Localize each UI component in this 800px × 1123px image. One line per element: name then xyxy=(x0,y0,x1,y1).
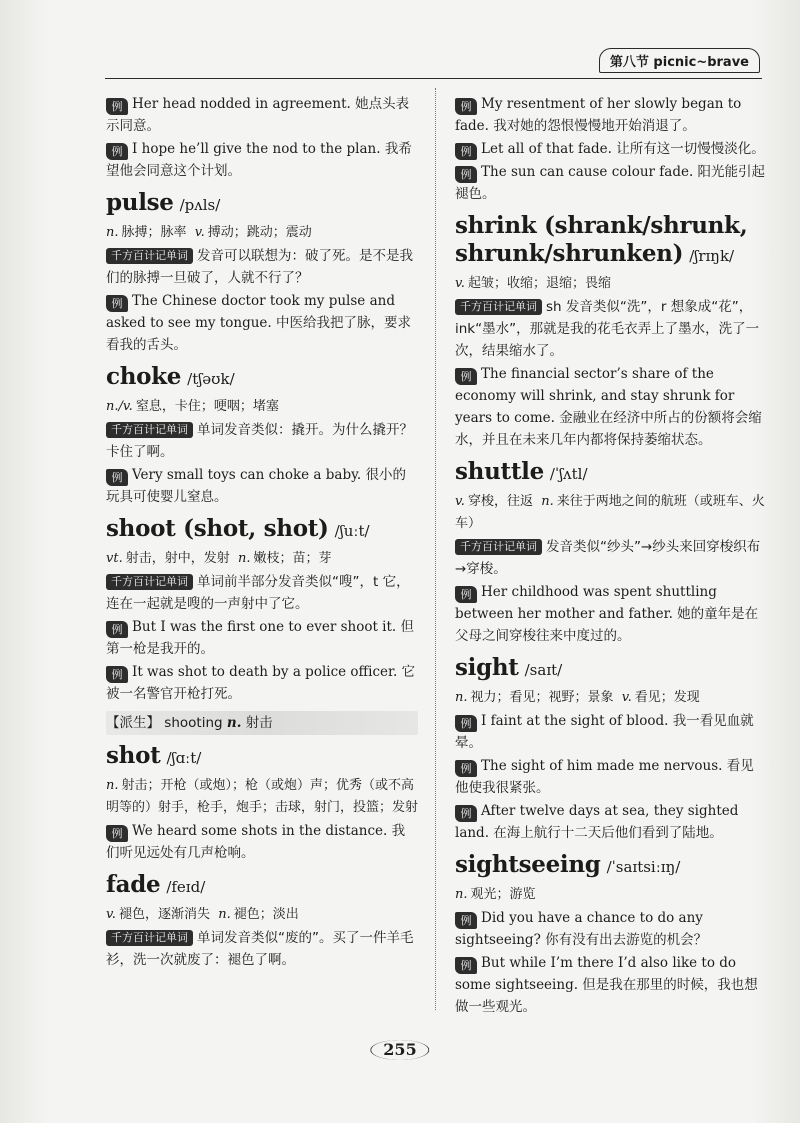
definitions xyxy=(106,222,418,244)
entry-shoot xyxy=(106,516,418,735)
entry-sight xyxy=(455,655,767,844)
mnemonic-text: sh 发音类似“洗”，r 想象成“花”，ink“墨水”，那就是我的花毛衣弄上了墨水，洗了一次，结果缩水了。 xyxy=(455,299,760,359)
entry-shuttle xyxy=(455,459,767,647)
entry-title xyxy=(455,213,767,269)
example-text: The sight of him made me nervous. 看见他使我很紧张。 xyxy=(455,758,754,796)
pronunciation: /ˈsaɪtsiːɪŋ/ xyxy=(606,858,681,876)
part-of-speech: n. xyxy=(455,690,468,705)
mnemonic-tag: 千方百计记单词 xyxy=(455,539,542,555)
entry-title xyxy=(106,516,418,544)
definitions xyxy=(455,491,767,535)
example-icon: 例 xyxy=(455,98,477,115)
part-of-speech: n. xyxy=(455,887,468,902)
definition: 搏动；跳动；震动 xyxy=(207,225,312,240)
definitions xyxy=(455,884,767,906)
pronunciation: /ˈʃʌtl/ xyxy=(549,465,588,483)
section-header: 第八节 picnic~brave xyxy=(599,48,760,73)
left-column xyxy=(106,92,418,972)
headword: sightseeing xyxy=(455,851,601,878)
mnemonic xyxy=(106,571,418,615)
example-text: I faint at the sight of blood. 我一看见血就晕。 xyxy=(455,713,754,751)
mnemonic-text: 单词发音类似：撬开。为什么撬开？卡住了啊。 xyxy=(106,422,413,460)
example-sentence xyxy=(455,907,767,951)
example-icon: 例 xyxy=(455,912,477,929)
mnemonic xyxy=(106,927,418,971)
example-text: The Chinese doctor took my pulse and asked to see my tongue. 中医给我把了脉，要求看我的舌头。 xyxy=(106,293,411,353)
definition: 脉搏；脉率 xyxy=(121,225,187,240)
part-of-speech: n. xyxy=(541,494,554,509)
example-text: But while I’m there I’d also like to do some sightseeing. 但是我在那里的时候，我也想做一些观光。 xyxy=(455,955,758,1015)
part-of-speech: vt. xyxy=(106,551,123,566)
entry-shot xyxy=(106,743,418,864)
example-icon: 例 xyxy=(455,586,477,603)
definition: 来往于两地之间的航班（或班车、火车） xyxy=(455,494,765,531)
mnemonic-tag: 千方百计记单词 xyxy=(106,248,193,264)
example-icon: 例 xyxy=(106,621,128,638)
example-sentence xyxy=(106,290,418,356)
example-sentence xyxy=(455,581,767,647)
mnemonic xyxy=(106,245,418,289)
mnemonic-tag: 千方百计记单词 xyxy=(455,299,542,315)
entry-pulse xyxy=(106,190,418,356)
example-text: I hope he’ll give the nod to the plan. 我希望他会同意这个计划。 xyxy=(106,141,412,179)
example-text: Very small toys can choke a baby. 很小的玩具可使婴儿窒息。 xyxy=(106,467,407,505)
part-of-speech: v. xyxy=(455,276,465,291)
mnemonic xyxy=(106,419,418,463)
example-sentence xyxy=(455,363,767,451)
definitions xyxy=(106,548,418,570)
entry-title xyxy=(106,190,418,218)
part-of-speech: n. xyxy=(237,551,251,566)
part-of-speech: v. xyxy=(621,690,632,705)
example-text: After twelve days at sea, they sighted land. 在海上航行十二天后他们看到了陆地。 xyxy=(455,803,739,841)
right-column xyxy=(455,92,767,1019)
pronunciation: /pʌls/ xyxy=(179,196,221,214)
example-text: Her childhood was spent shuttling between her mother and father. 她的童年是在父母之间穿梭往来中度过的。 xyxy=(455,584,759,644)
mnemonic-tag: 千方百计记单词 xyxy=(106,574,193,590)
part-of-speech: v. xyxy=(106,907,116,922)
definitions xyxy=(106,904,418,926)
example-sentence xyxy=(455,755,767,799)
headword: shrink (shrank/shrunk, shrunk/shrunken) xyxy=(455,212,748,267)
example-text: My resentment of her slowly began to fade. 我对她的怨恨慢慢地开始消退了。 xyxy=(455,96,742,134)
derived-label: 【派生】 xyxy=(106,715,160,731)
example-text: Let all of that fade. 让所有这一切慢慢淡化。 xyxy=(481,141,765,157)
example-text: The sun can cause colour fade. 阳光能引起褪色。 xyxy=(455,164,766,202)
definition: 射击；开枪（或炮）；枪（或炮）声；优秀（或不高明等的）射手，枪手，炮手；击球，射门，投篮；发射 xyxy=(106,778,419,815)
example-sentence xyxy=(455,952,767,1018)
part-of-speech: n. xyxy=(106,778,119,793)
example-icon: 例 xyxy=(106,666,128,683)
headword: fade xyxy=(106,871,161,898)
pronunciation: /ʃrɪŋk/ xyxy=(689,247,735,265)
entry-title xyxy=(106,872,418,900)
example-icon: 例 xyxy=(455,715,477,732)
entry-title xyxy=(455,852,767,880)
example-sentence xyxy=(455,138,767,160)
part-of-speech: n. xyxy=(218,907,231,922)
pronunciation: /ʃɑːt/ xyxy=(166,749,202,767)
pronunciation: /feɪd/ xyxy=(166,878,206,896)
mnemonic-text: 单词发音类似“废的”。买了一件羊毛衫，洗一次就废了：褪色了啊。 xyxy=(106,930,414,968)
example-text: The financial sector’s share of the economy will shrink, and stay shrunk for years to come. 金融业在经济中所占的份额将会缩水，并且在未来几年内都将保持萎缩状态。 xyxy=(455,366,762,448)
definition: 褪色，逐渐消失 xyxy=(118,907,210,922)
example-icon: 例 xyxy=(106,143,128,160)
column-divider xyxy=(435,88,436,1010)
entry-shrink xyxy=(455,213,767,451)
entry-sightseeing xyxy=(455,852,767,1018)
example-icon: 例 xyxy=(455,760,477,777)
entry-fade xyxy=(106,872,418,971)
entry-title xyxy=(455,655,767,683)
pronunciation: /saɪt/ xyxy=(524,661,563,679)
example-sentence xyxy=(106,138,418,182)
mnemonic xyxy=(455,296,767,362)
definition: 起皱；收缩；退缩；畏缩 xyxy=(467,276,611,291)
derived-headword: shooting xyxy=(164,715,223,731)
part-of-speech: v. xyxy=(194,225,205,240)
entry-title xyxy=(106,364,418,392)
entry-choke xyxy=(106,364,418,508)
example-sentence xyxy=(455,710,767,754)
headword: choke xyxy=(106,363,182,390)
example-text: Her head nodded in agreement. 她点头表示同意。 xyxy=(106,96,410,134)
example-sentence xyxy=(455,161,767,205)
example-icon: 例 xyxy=(106,295,128,312)
part-of-speech: n./v. xyxy=(106,399,133,414)
example-icon: 例 xyxy=(455,143,477,160)
definition: 穿梭，往返 xyxy=(467,494,533,509)
mnemonic-text: 发音类似“纱头”→纱头来回穿梭织布→穿梭。 xyxy=(455,539,761,577)
definition: 看见；发现 xyxy=(634,690,700,705)
definition: 窒息，卡住；哽咽；堵塞 xyxy=(135,399,279,414)
example-text: Did you have a chance to do any sightseeing? 你有没有出去游览的机会？ xyxy=(455,910,708,948)
headword: pulse xyxy=(106,189,174,216)
definition: 褪色；淡出 xyxy=(233,907,299,922)
example-sentence xyxy=(455,800,767,844)
entry-title xyxy=(106,743,418,771)
example-text: It was shot to death by a police officer. 它被一名警官开枪打死。 xyxy=(106,664,416,702)
example-icon: 例 xyxy=(106,469,128,486)
example-sentence xyxy=(106,820,418,864)
example-icon: 例 xyxy=(106,825,128,842)
example-icon: 例 xyxy=(106,98,128,115)
definitions xyxy=(106,775,418,819)
example-sentence xyxy=(106,616,418,660)
example-sentence xyxy=(455,93,767,137)
part-of-speech: v. xyxy=(455,494,465,509)
definition: 嫩枝；苗；芽 xyxy=(253,551,332,566)
pronunciation: /ʃuːt/ xyxy=(334,522,370,540)
derived-definition: 射击 xyxy=(245,715,273,731)
example-icon: 例 xyxy=(455,805,477,822)
example-icon: 例 xyxy=(455,957,477,974)
definitions xyxy=(455,273,767,295)
definition: 观光；游览 xyxy=(470,887,536,902)
definition: 射击，射中，发射 xyxy=(125,551,230,566)
example-sentence xyxy=(106,464,418,508)
pronunciation: /tʃəʊk/ xyxy=(187,370,235,388)
entry-title xyxy=(455,459,767,487)
mnemonic-tag: 千方百计记单词 xyxy=(106,930,193,946)
derived-word xyxy=(106,711,418,735)
definitions xyxy=(455,687,767,709)
mnemonic xyxy=(455,536,767,580)
example-sentence xyxy=(106,661,418,705)
example-icon: 例 xyxy=(455,166,477,183)
mnemonic-tag: 千方百计记单词 xyxy=(106,422,193,438)
definitions xyxy=(106,396,418,418)
example-icon: 例 xyxy=(455,368,477,385)
example-text: But I was the first one to ever shoot it. 但第一枪是我开的。 xyxy=(106,619,414,657)
header-rule xyxy=(105,78,762,79)
headword: shot xyxy=(106,742,161,769)
page-number: 255 xyxy=(370,1040,429,1060)
part-of-speech: n. xyxy=(106,225,119,240)
headword: shoot (shot, shot) xyxy=(106,515,329,542)
mnemonic-text: 发音可以联想为：破了死。是不是我们的脉搏一旦破了，人就不行了？ xyxy=(106,248,413,286)
mnemonic-text: 单词前半部分发音类似“嗖”，t 它，连在一起就是嗖的一声射中了它。 xyxy=(106,574,410,612)
example-text: We heard some shots in the distance. 我们听见远处有几声枪响。 xyxy=(106,823,406,861)
headword: shuttle xyxy=(455,458,544,485)
example-sentence xyxy=(106,93,418,137)
headword: sight xyxy=(455,654,519,681)
definition: 视力；看见；视野；景象 xyxy=(470,690,614,705)
derived-pos: n. xyxy=(226,715,242,731)
